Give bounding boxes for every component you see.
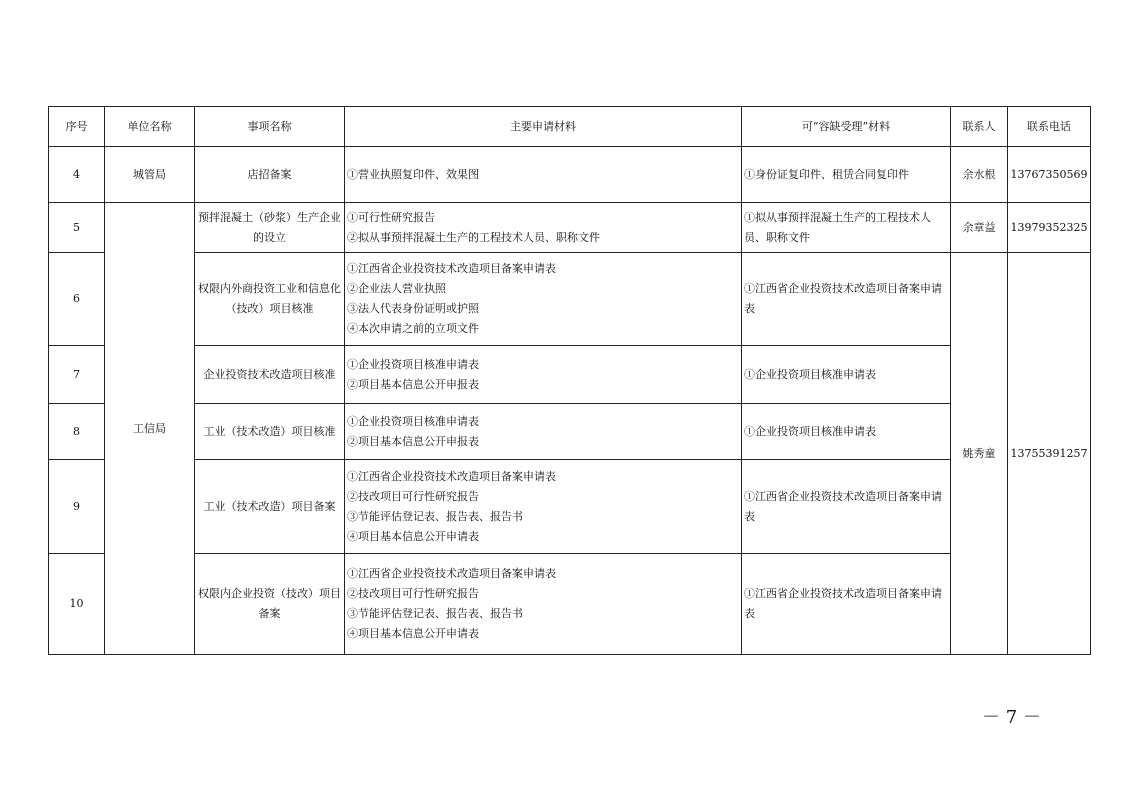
cell-item: 企业投资技术改造项目核准 [195,346,345,404]
table-row [49,460,1091,554]
material-line: ③节能评估登记表、报告表、报告书 [347,607,523,620]
cell-contact: 姚秀童 [951,253,1008,655]
header-phone: 联系电话 [1008,107,1091,147]
cell-seq: 9 [49,460,105,554]
material-line: ②项目基本信息公开申报表 [347,377,479,391]
material-line: ②项目基本信息公开申报表 [347,434,479,448]
material-line: ③法人代表身份证明或护照 [347,302,479,315]
cell-deficient: ①身份证复印件、租赁合同复印件 [742,147,951,203]
cell-item: 权限内企业投资（技改）项目备案 [195,554,345,655]
table-row [49,253,1091,346]
matters-table [48,106,1091,655]
cell-materials [345,460,742,554]
cell-materials [345,404,742,460]
cell-seq: 6 [49,253,105,346]
material-line: ②技改项目可行性研究报告 [347,587,479,600]
material-line: ②技改项目可行性研究报告 [347,489,479,503]
material-line: ①江西省企业投资技术改造项目备案申请表 [347,567,556,580]
header-materials: 主要申请材料 [345,107,742,147]
table-header-row [49,107,1091,147]
header-seq: 序号 [49,107,105,147]
cell-deficient: ①企业投资项目核准申请表 [742,404,951,460]
cell-item: 预拌混凝土（砂浆）生产企业的设立 [195,203,345,253]
table-row [49,203,1091,253]
cell-item: 店招备案 [195,147,345,203]
table-row [49,404,1091,460]
cell-materials [345,147,742,203]
table-row [49,554,1091,655]
material-line: ②拟从事预拌混凝土生产的工程技术人员、职称文件 [347,230,600,244]
header-item: 事项名称 [195,107,345,147]
material-line: ①企业投资项目核准申请表 [347,357,479,371]
cell-unit: 工信局 [105,203,195,655]
cell-seq: 10 [49,554,105,655]
cell-materials [345,253,742,346]
cell-seq: 4 [49,147,105,203]
cell-unit: 城管局 [105,147,195,203]
cell-deficient: ①企业投资项目核准申请表 [742,346,951,404]
cell-phone: 13755391257 [1008,253,1091,655]
header-unit: 单位名称 [105,107,195,147]
cell-phone: 13979352325 [1008,203,1091,253]
material-line: ③节能评估登记表、报告表、报告书 [347,509,523,523]
cell-item: 工业（技术改造）项目核准 [195,404,345,460]
material-line: ①企业投资项目核准申请表 [347,414,479,428]
material-line: ①营业执照复印件、效果图 [347,167,479,181]
cell-item: 权限内外商投资工业和信息化（技改）项目核准 [195,253,345,346]
cell-item: 工业（技术改造）项目备案 [195,460,345,554]
cell-contact: 余水根 [951,147,1008,203]
cell-deficient: ①江西省企业投资技术改造项目备案申请表 [742,554,951,655]
material-line: ①可行性研究报告 [347,210,435,224]
cell-seq: 7 [49,346,105,404]
material-line: ④本次申请之前的立项文件 [347,322,479,335]
cell-phone: 13767350569 [1008,147,1091,203]
cell-materials [345,554,742,655]
table-row [49,147,1091,203]
material-line: ②企业法人营业执照 [347,282,446,295]
material-line: ①江西省企业投资技术改造项目备案申请表 [347,262,556,275]
cell-materials [345,346,742,404]
cell-contact: 余章益 [951,203,1008,253]
table-row [49,346,1091,404]
cell-deficient: ①江西省企业投资技术改造项目备案申请表 [742,460,951,554]
page-number: － 7 － [982,707,1041,728]
material-line: ④项目基本信息公开申请表 [347,529,479,543]
cell-seq: 5 [49,203,105,253]
cell-materials [345,203,742,253]
material-line: ①江西省企业投资技术改造项目备案申请表 [347,469,556,483]
header-deficient: 可“容缺受理”材料 [742,107,951,147]
material-line: ④项目基本信息公开申请表 [347,627,479,640]
cell-deficient: ①江西省企业投资技术改造项目备案申请表 [742,253,951,346]
header-contact: 联系人 [951,107,1008,147]
cell-seq: 8 [49,404,105,460]
cell-deficient: ①拟从事预拌混凝土生产的工程技术人员、职称文件 [742,203,951,253]
